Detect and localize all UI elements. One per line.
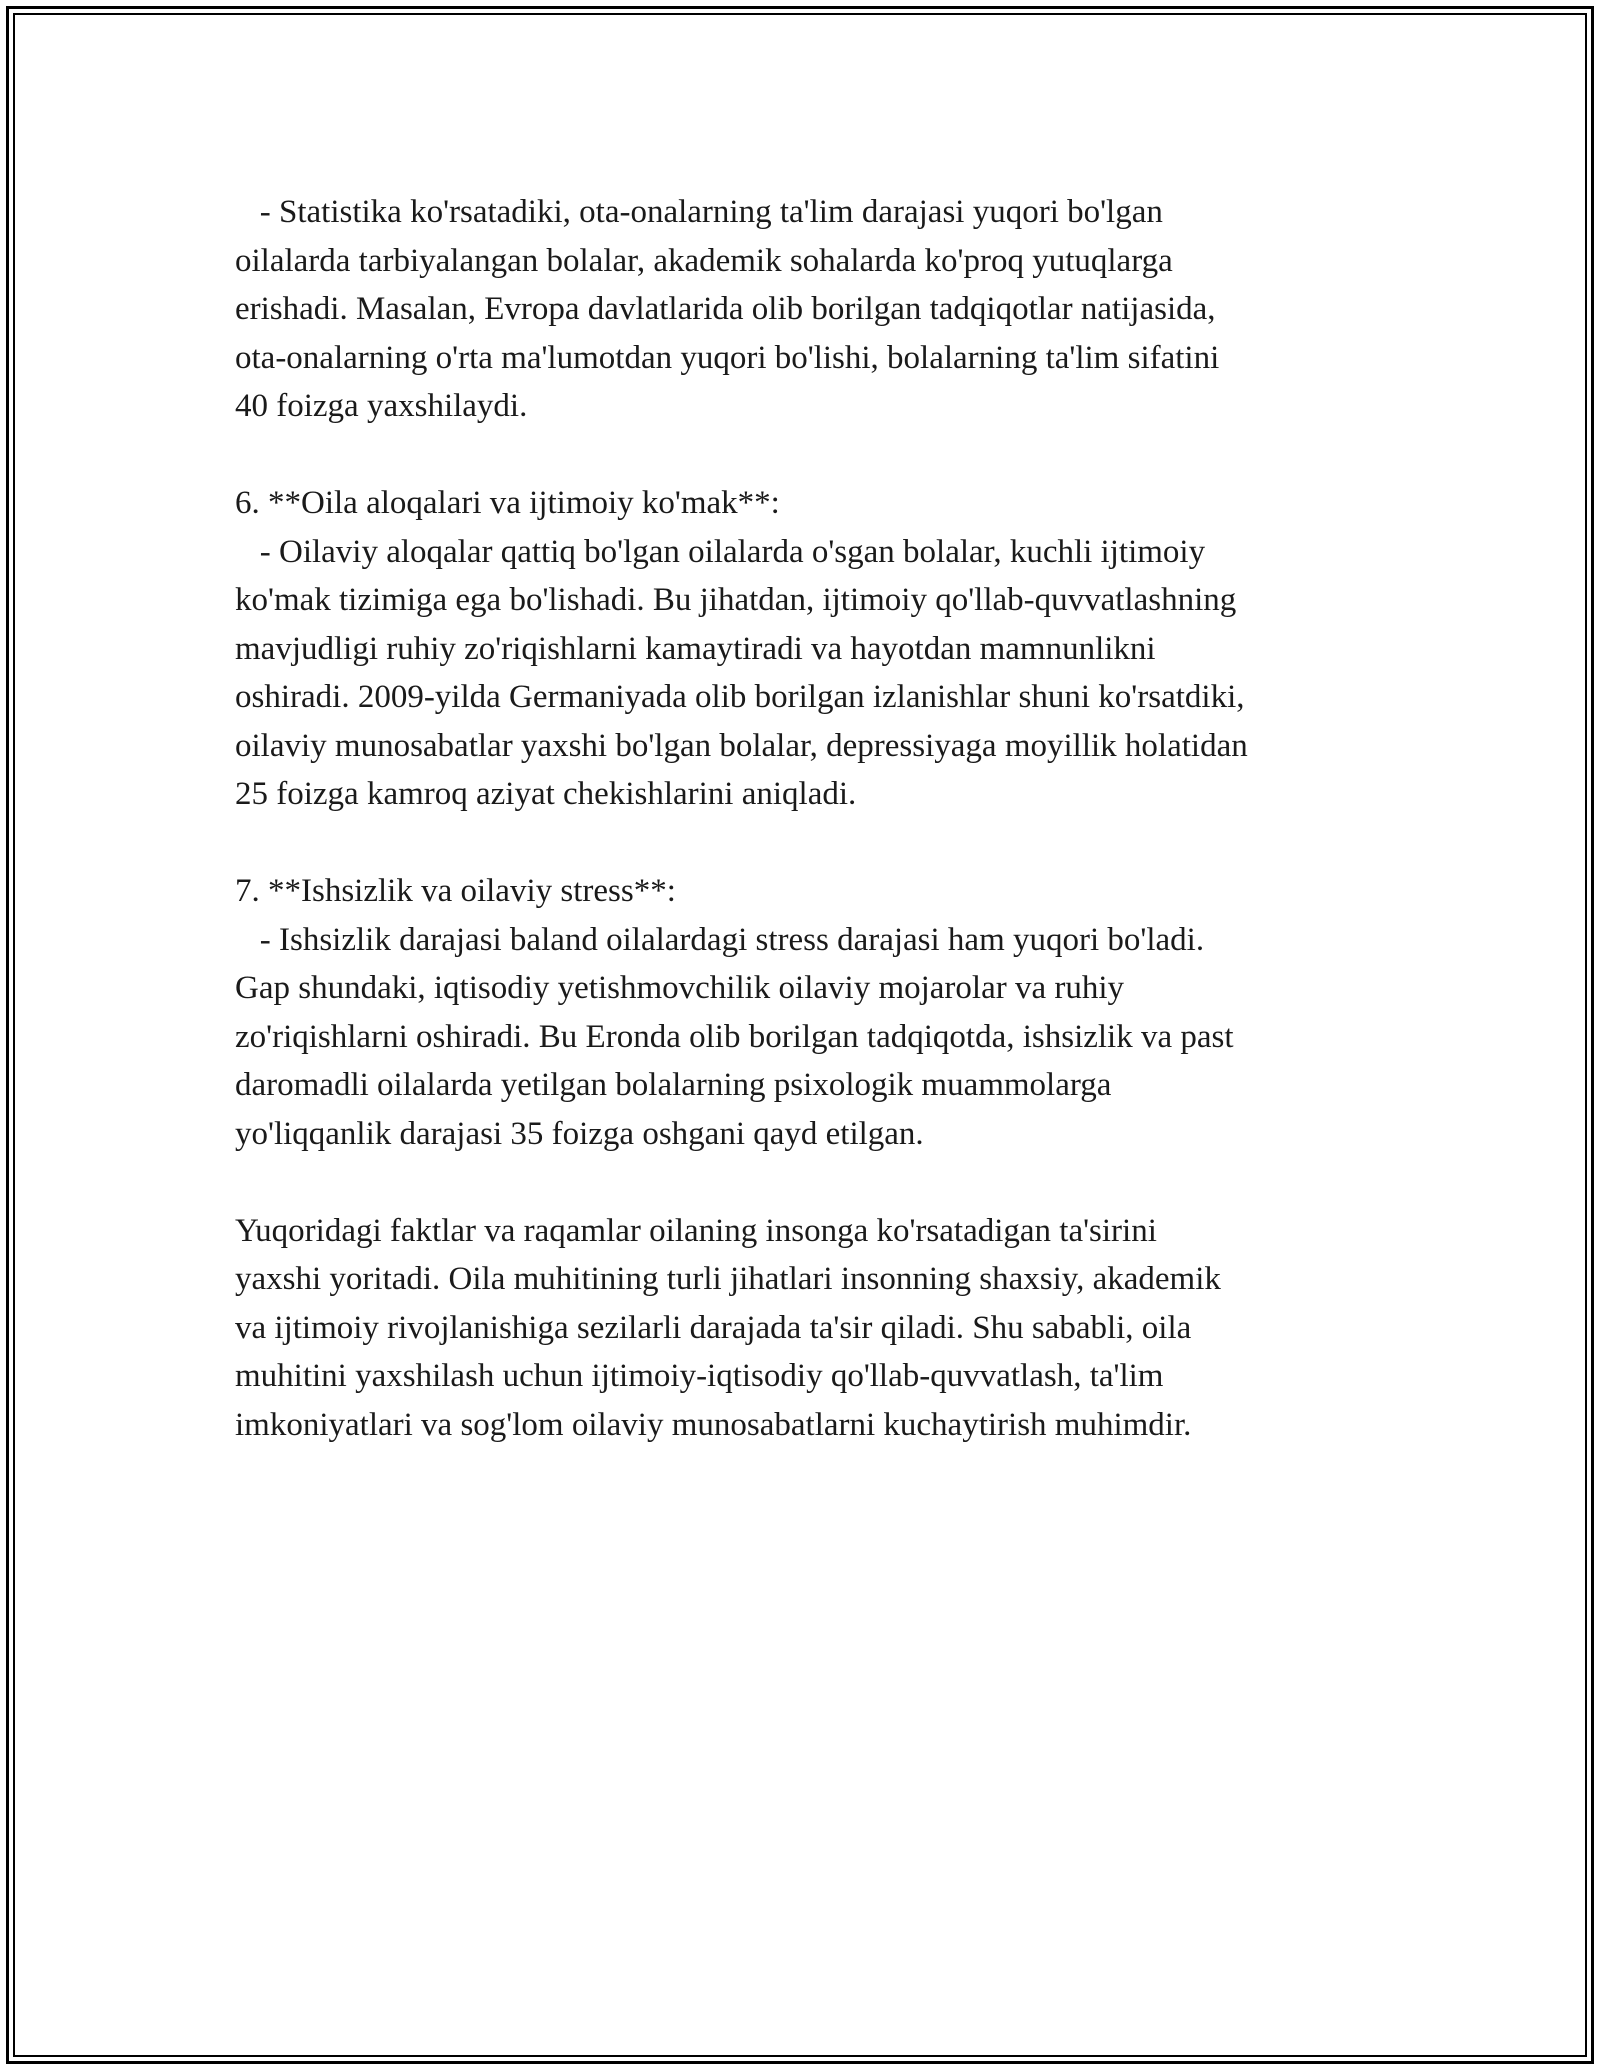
- text-line: muhitini yaxshilash uchun ijtimoiy-iqtisodiy qo'llab-quvvatlash, ta'lim: [235, 1358, 1164, 1394]
- text-line: erishadi. Masalan, Evropa davlatlarida olib borilgan tadqiqotlar natijasida,: [235, 291, 1216, 327]
- text-line: imkoniyatlari va sog'lom oilaviy munosabatlarni kuchaytirish muhimdir.: [235, 1406, 1192, 1443]
- text-line: - Oilaviy aloqalar qattiq bo'lgan oilalarda o'sgan bolalar, kuchli ijtimoiy: [235, 533, 1206, 570]
- text-line: - Ishsizlik darajasi baland oilalardagi stress darajasi ham yuqori bo'ladi.: [235, 921, 1205, 958]
- text-line: oilalarda tarbiyalangan bolalar, akademik sohalarda ko'proq yutuqlarga: [235, 242, 1173, 279]
- section-heading: 7. **Ishsizlik va oilaviy stress**:: [235, 873, 676, 909]
- section-oila-aloqalari: [235, 479, 1385, 819]
- document-body: [235, 188, 1385, 1498]
- text-line: Yuqoridagi faktlar va raqamlar oilaning insonga ko'rsatadigan ta'sirini: [235, 1212, 1157, 1249]
- text-line: Gap shundaki, iqtisodiy yetishmovchilik oilaviy mojarolar va ruhiy: [235, 970, 1125, 1006]
- text-line: va ijtimoiy rivojlanishiga sezilarli darajada ta'sir qiladi. Shu sababli, oila: [235, 1309, 1192, 1346]
- text-line: ota-onalarning o'rta ma'lumotdan yuqori bo'lishi, bolalarning ta'lim sifatini: [235, 339, 1220, 376]
- text-line: - Statistika ko'rsatadiki, ota-onalarning ta'lim darajasi yuqori bo'lgan: [235, 194, 1163, 230]
- text-line: mavjudligi ruhiy zo'riqishlarni kamaytiradi va hayotdan mamnunlikni: [235, 630, 1156, 667]
- paragraph-statistika: [235, 188, 1385, 431]
- text-line: yo'liqqanlik darajasi 35 foizga oshgani qayd etilgan.: [235, 1115, 924, 1152]
- paragraph-conclusion: [235, 1207, 1385, 1450]
- text-line: ko'mak tizimiga ega bo'lishadi. Bu jihatdan, ijtimoiy qo'llab-quvvatlashning: [235, 582, 1237, 618]
- text-line: daromadli oilalarda yetilgan bolalarning psixologik muammolarga: [235, 1067, 1112, 1103]
- section-heading: 6. **Oila aloqalari va ijtimoiy ko'mak**:: [235, 485, 780, 521]
- text-line: 40 foizga yaxshilaydi.: [235, 388, 528, 424]
- text-line: oshiradi. 2009-yilda Germaniyada olib borilgan izlanishlar shuni ko'rsatdiki,: [235, 679, 1245, 715]
- text-line: zo'riqishlarni oshiradi. Bu Eronda olib borilgan tadqiqotda, ishsizlik va past: [235, 1018, 1234, 1055]
- section-ishsizlik: [235, 867, 1385, 1158]
- text-line: oilaviy munosabatlar yaxshi bo'lgan bolalar, depressiyaga moyillik holatidan: [235, 727, 1248, 764]
- text-line: yaxshi yoritadi. Oila muhitining turli jihatlari insonning shaxsiy, akademik: [235, 1261, 1221, 1297]
- text-line: 25 foizga kamroq aziyat chekishlarini aniqladi.: [235, 776, 857, 812]
